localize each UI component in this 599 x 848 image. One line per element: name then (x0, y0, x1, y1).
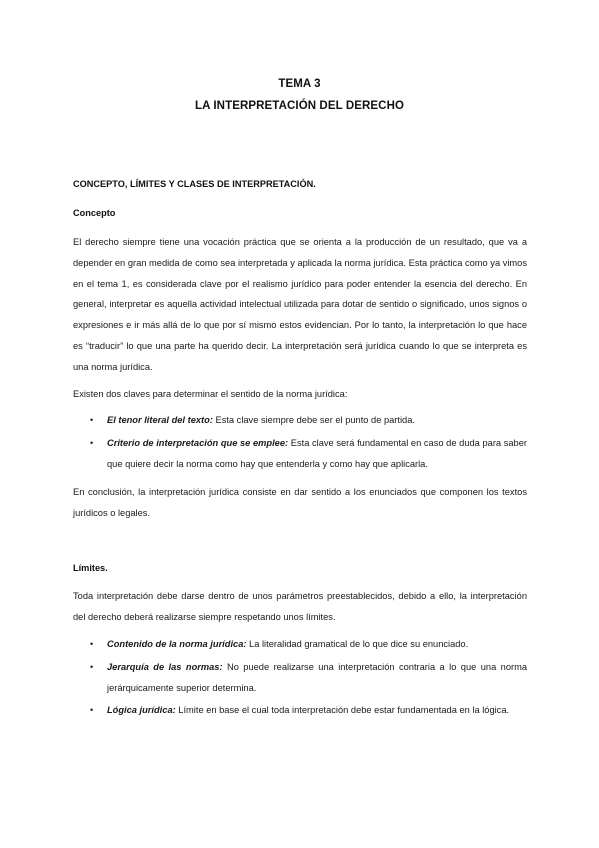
list-item-text: Límite en base el cual toda interpretación debe estar fundamentada en la lógica. (175, 705, 510, 716)
bullet-icon: • (90, 661, 94, 672)
bullet-icon: • (90, 705, 94, 716)
list-item (73, 634, 527, 655)
document-title: TEMA 3 (278, 78, 321, 90)
list-item-term: Lógica jurídica: (107, 705, 176, 716)
conclusion-paragraph: En conclusión, la interpretación jurídica consiste en dar sentido a los enunciados que componen los textos jurídicos o legales. (73, 487, 527, 518)
section-heading: CONCEPTO, LÍMITES Y CLASES DE INTERPRETACIÓN. (73, 179, 316, 189)
bullet-icon: • (90, 415, 94, 425)
document-subtitle: LA INTERPRETACIÓN DEL DERECHO (194, 100, 405, 112)
list-item-term: El tenor literal del texto: (107, 415, 213, 425)
limites-heading: Límites. (73, 563, 108, 573)
list-item (73, 657, 527, 699)
list-item-term: Contenido de la norma jurídica: (107, 639, 247, 649)
concepto-paragraph: El derecho siempre tiene una vocación práctica que se orienta a la producción de un resultado, que va a depender en gran medida de como sea interpretada y aplicada la norma jurídica. Esta práctica como ya vimos en el tema 1, es considerada clave por el realismo jurídico para poder entender la esencia del derecho. En general, interpretar es aquella actividad intelectual utilizada para dotar de sentido o significado, unos signos o expresiones e ir más allá de lo que por sí mismo estos evidencian. Por lo tanto, la interpretación lo que hace es “traducir” lo que una parte ha querido decir. La interpretación será jurídica cuando lo que se interpreta es una norma jurídica. (73, 237, 527, 372)
list-item-term: Jerarquía de las normas: (107, 661, 223, 672)
list-item-text: Esta clave será fundamental en caso de duda para saber que quiere decir la norma como hay que entenderla y como hay que aplicarla. (107, 437, 527, 469)
claves-intro-paragraph: Existen dos claves para determinar el sentido de la norma jurídica: (73, 389, 348, 399)
list-item (73, 410, 527, 431)
concepto-heading: Concepto (73, 208, 116, 218)
claves-list (73, 410, 527, 476)
list-item (73, 433, 527, 475)
limites-list (73, 634, 527, 723)
list-item-text: No puede realizarse una interpretación contraria a lo que una norma jerárquicamente superior determina. (107, 661, 528, 693)
limites-paragraph: Toda interpretación debe darse dentro de unos parámetros preestablecidos, debido a ello, la interpretación del derecho deberá realizarse siempre respetando unos límites. (73, 591, 527, 622)
list-item-text: La literalidad gramatical de lo que dice su enunciado. (246, 639, 469, 649)
list-item (73, 700, 527, 721)
bullet-icon: • (90, 639, 94, 649)
list-item-term: Criterio de interpretación que se emplee: (107, 437, 289, 448)
list-item-text: Esta clave siempre debe ser el punto de partida. (212, 415, 415, 425)
bullet-icon: • (90, 437, 94, 448)
